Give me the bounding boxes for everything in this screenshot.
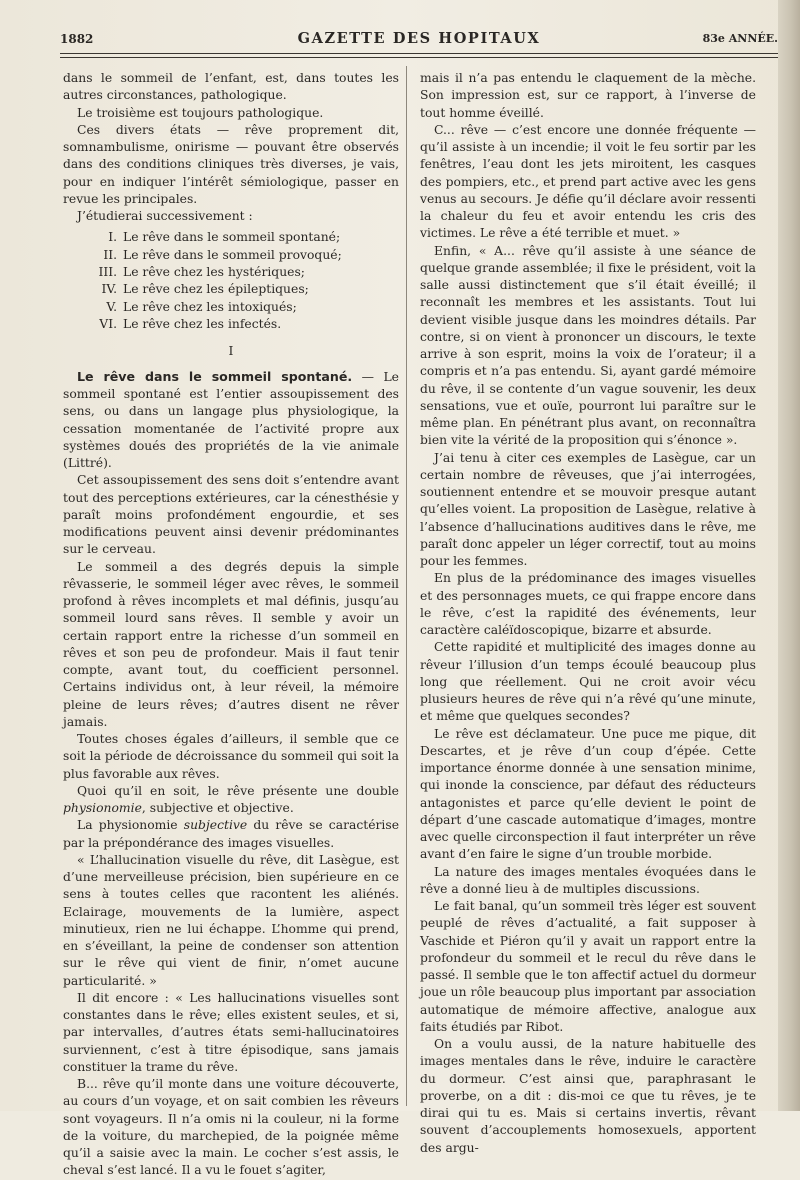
paragraph: En plus de la prédominance des images visuelles et des personnages muets, ce qui frappe encore dans le rêve, c’est la rapidité des événements, leur caractère caléïdoscopique, bizarre et absurde.	[420, 571, 756, 637]
paragraph: Cette rapidité et multiplicité des images donne au rêveur l’illusion d’un temps écoulé beaucoup plus long que réellement. Qui ne croit avoir vécu plusieurs heures de rêve qui n’a rêvé qu’une minute, et même que quelques secondes?	[420, 640, 756, 724]
left-column	[63, 70, 399, 1180]
paragraph: dans le sommeil de l’enfant, est, dans toutes les autres circonstances, pathologique.	[63, 71, 399, 103]
list-item-number: I.	[108, 230, 117, 245]
list-item-text: Le rêve dans le sommeil spontané;	[123, 230, 341, 245]
list-item-text: Le rêve chez les infectés.	[123, 317, 282, 332]
list-item-text: Le rêve chez les épileptiques;	[123, 282, 309, 297]
paragraph: Il dit encore : « Les hallucinations visuelles sont constantes dans le rêve; elles existent seules, et si, par intervalles, d’autres états semi-hallucinatoires surviennent, c’est à titre épisodique, sans jamais constituer la trame du rêve.	[63, 990, 399, 1074]
italic-term: subjective	[183, 818, 248, 833]
paragraph: Toutes choses égales d’ailleurs, il semble que ce soit la période de décroissance du sommeil qui soit la plus favorable aux rêves.	[63, 732, 399, 781]
section-heading: Le rêve dans le sommeil spontané.	[77, 368, 353, 384]
paragraph: Enfin, « A... rêve qu’il assiste à une séance de quelque grande assemblée; il fixe le président, voit la salle aussi distinctement que s’il était éveillé; il reconnaît les membres et les assistants. Tout lui devient visible jusque dans les moindres détails. Par contre, si on vient à prononcer un discours, le texte arrive à son esprit, moins la voix de l’orateur; il a compris et n’a pas entendu. Si, ayant gardé mémoire du rêve, il se contente d’un vague souvenir, les deux sensations, vue et ouïe, pourront lui paraître sur le même plan. En pénétrant plus avant, on reconnaîtra bien vite la vérité de la proposition qui s’énonce ».	[420, 243, 756, 448]
paragraph: mais il n’a pas entendu le claquement de la mèche. Son impression est, sur ce rapport, à l’inverse de tout homme éveillé.	[420, 71, 756, 120]
header-rule-bottom	[60, 57, 778, 58]
column-divider	[406, 66, 407, 1106]
paragraph: « L’hallucination visuelle du rêve, dit Lasègue, est d’une merveilleuse précision, bien supérieure en ce sens à toutes celles que racontent les aliénés. Eclairage, mouvements de la lumière, aspect minutieux, rien ne lui échappe. L’homme qui prend, en s’éveillant, la peine de condenser son attention sur le rêve qui vient de finir, n’omet aucune particularité. »	[63, 852, 399, 988]
paragraph: C... rêve — c’est encore une donnée fréquente — qu’il assiste à un incendie; il voit le feu sortir par les fenêtres, l’eau dont les jets miroitent, les casques des pompiers, etc., et prend part active avec les gens venus au secours. Je défie qu’il déclare avoir ressenti la chaleur du feu et avoir entendu les cris des victimes. Le rêve a été terrible et muet. »	[420, 122, 756, 241]
page-number: 1882	[60, 32, 94, 46]
text-run: Quoi qu’il en soit, le rêve présente une double	[77, 783, 399, 798]
paragraph: Le sommeil a des degrés depuis la simple rêvasserie, le sommeil léger avec rêves, le sommeil profond à rêves incomplets et mal définis, jusqu’au sommeil lourd sans rêves. Il semble y avoir un certain rapport entre la richesse d’un sommeil en rêves et son peu de profondeur. Mais il faut tenir compte, avant tout, du coefficient personnel. Certains individus ont, à leur réveil, la mémoire pleine de leurs rêves; d’autres disent ne rêver jamais.	[63, 559, 399, 729]
list-item-number: II.	[103, 247, 117, 262]
list-item	[63, 281, 399, 298]
paragraph: On a voulu aussi, de la nature habituelle des images mentales dans le rêve, induire le caractère du dormeur. C’est ainsi que, paraphrasant le proverbe, on a dit : dis-moi ce que tu rêves, je te dirai qui tu es. Mais si certains invertis, rêvant souvent d’accouplements homosexuels, apportent des argu-	[420, 1037, 756, 1155]
list-item	[63, 316, 399, 333]
paragraph	[63, 783, 399, 818]
text-run: La physionomie	[77, 818, 184, 833]
list-item-text: Le rêve chez les intoxiqués;	[123, 299, 297, 314]
paragraph: Le rêve est déclamateur. Une puce me pique, dit Descartes, et je rêve d’un coup d’épée. Cette importance énorme donnée à une sensation minime, qui inonde la conscience, par défaut des réducteurs antagonistes et parce qu’elle devient le point de départ d’une cascade automatique d’images, montre avec quelle circonspection il faut interpréter un rêve avant d’en faire le signe d’un trouble morbide.	[420, 726, 756, 862]
list-item-text: Le rêve chez les hystériques;	[123, 265, 305, 280]
chapter-list	[63, 229, 399, 333]
paragraph: B... rêve qu’il monte dans une voiture découverte, au cours d’un voyage, et on sait combien les rêveurs sont voyageurs. Il n’a omis ni la couleur, ni la forme de la voiture, du marchepied, de la poignée même qu’il a saisie avec la main. Le cocher s’est assis, le cheval s’est lancé. Il a vu le fouet s’agiter,	[63, 1077, 399, 1178]
year-label: 83e ANNÉE.	[702, 32, 778, 45]
list-item-number: VI.	[99, 317, 117, 332]
italic-term: physionomie	[63, 801, 142, 816]
paragraph: — Le sommeil spontané est l’entier assoupissement des sens, ou dans un langage plus physiologique, la cessation momentanée de l’activité propre aux systèmes doués des propriétés de la vie animale (Littré).	[63, 369, 399, 471]
list-item-text: Le rêve dans le sommeil provoqué;	[123, 247, 342, 262]
list-item	[63, 264, 399, 281]
text-run: du rêve se caractérise par la prépondérance des images visuelles.	[63, 818, 399, 850]
text-run: , subjective et objective.	[141, 801, 294, 816]
paragraph	[63, 817, 399, 852]
paragraph: La nature des images mentales évoquées dans le rêve a donné lieu à de multiples discussions.	[420, 864, 756, 896]
section-number: I	[228, 343, 234, 358]
list-item	[63, 247, 399, 264]
paragraph: Le fait banal, qu’un sommeil très léger est souvent peuplé de rêves d’actualité, a fait supposer à Vaschide et Piéron qu’il y avait un rapport entre la profondeur du sommeil et le recul du rêve dans le passé. Il semble que le ton affectif actuel du dormeur joue un rôle beaucoup plus important par association automatique de mémoire affective, analogue aux faits étudiés par Ribot.	[420, 899, 756, 1034]
paragraph: Cet assoupissement des sens doit s’entendre avant tout des perceptions extérieures, car la cénesthésie y paraît moins profondément engourdie, et ses modifications peuvent ainsi devenir prédominantes sur le cerveau.	[63, 473, 399, 557]
paragraph: J’étudierai successivement :	[77, 209, 253, 223]
list-item-number: V.	[106, 299, 117, 314]
page-edge	[778, 0, 800, 1111]
header-rule-top	[60, 53, 778, 54]
page-header	[60, 28, 778, 50]
paragraph: Ces divers états — rêve proprement dit, somnambulisme, onirisme — pouvant être observés dans des conditions cliniques très diverses, je vais, pour en indiquer l’intérêt sémiologique, passer en revue les principales.	[63, 122, 399, 206]
right-column	[420, 70, 756, 1157]
list-item	[63, 299, 399, 316]
list-item-number: IV.	[101, 282, 117, 297]
journal-title: GAZETTE DES HOPITAUX	[297, 30, 541, 47]
paragraph: Le troisième est toujours pathologique.	[77, 105, 324, 120]
list-item-number: III.	[98, 265, 117, 280]
paragraph: J’ai tenu à citer ces exemples de Lasègue, car un certain nombre de rêveuses, que j’ai interrogées, soutiennent entendre et se mouvoir presque autant qu’elles voient. La proposition de Lasègue, relative à l’absence d’hallucinations auditives dans le rêve, me paraît donc appeler un léger correctif, tout au moins pour les femmes.	[420, 450, 756, 568]
list-item	[63, 229, 399, 246]
